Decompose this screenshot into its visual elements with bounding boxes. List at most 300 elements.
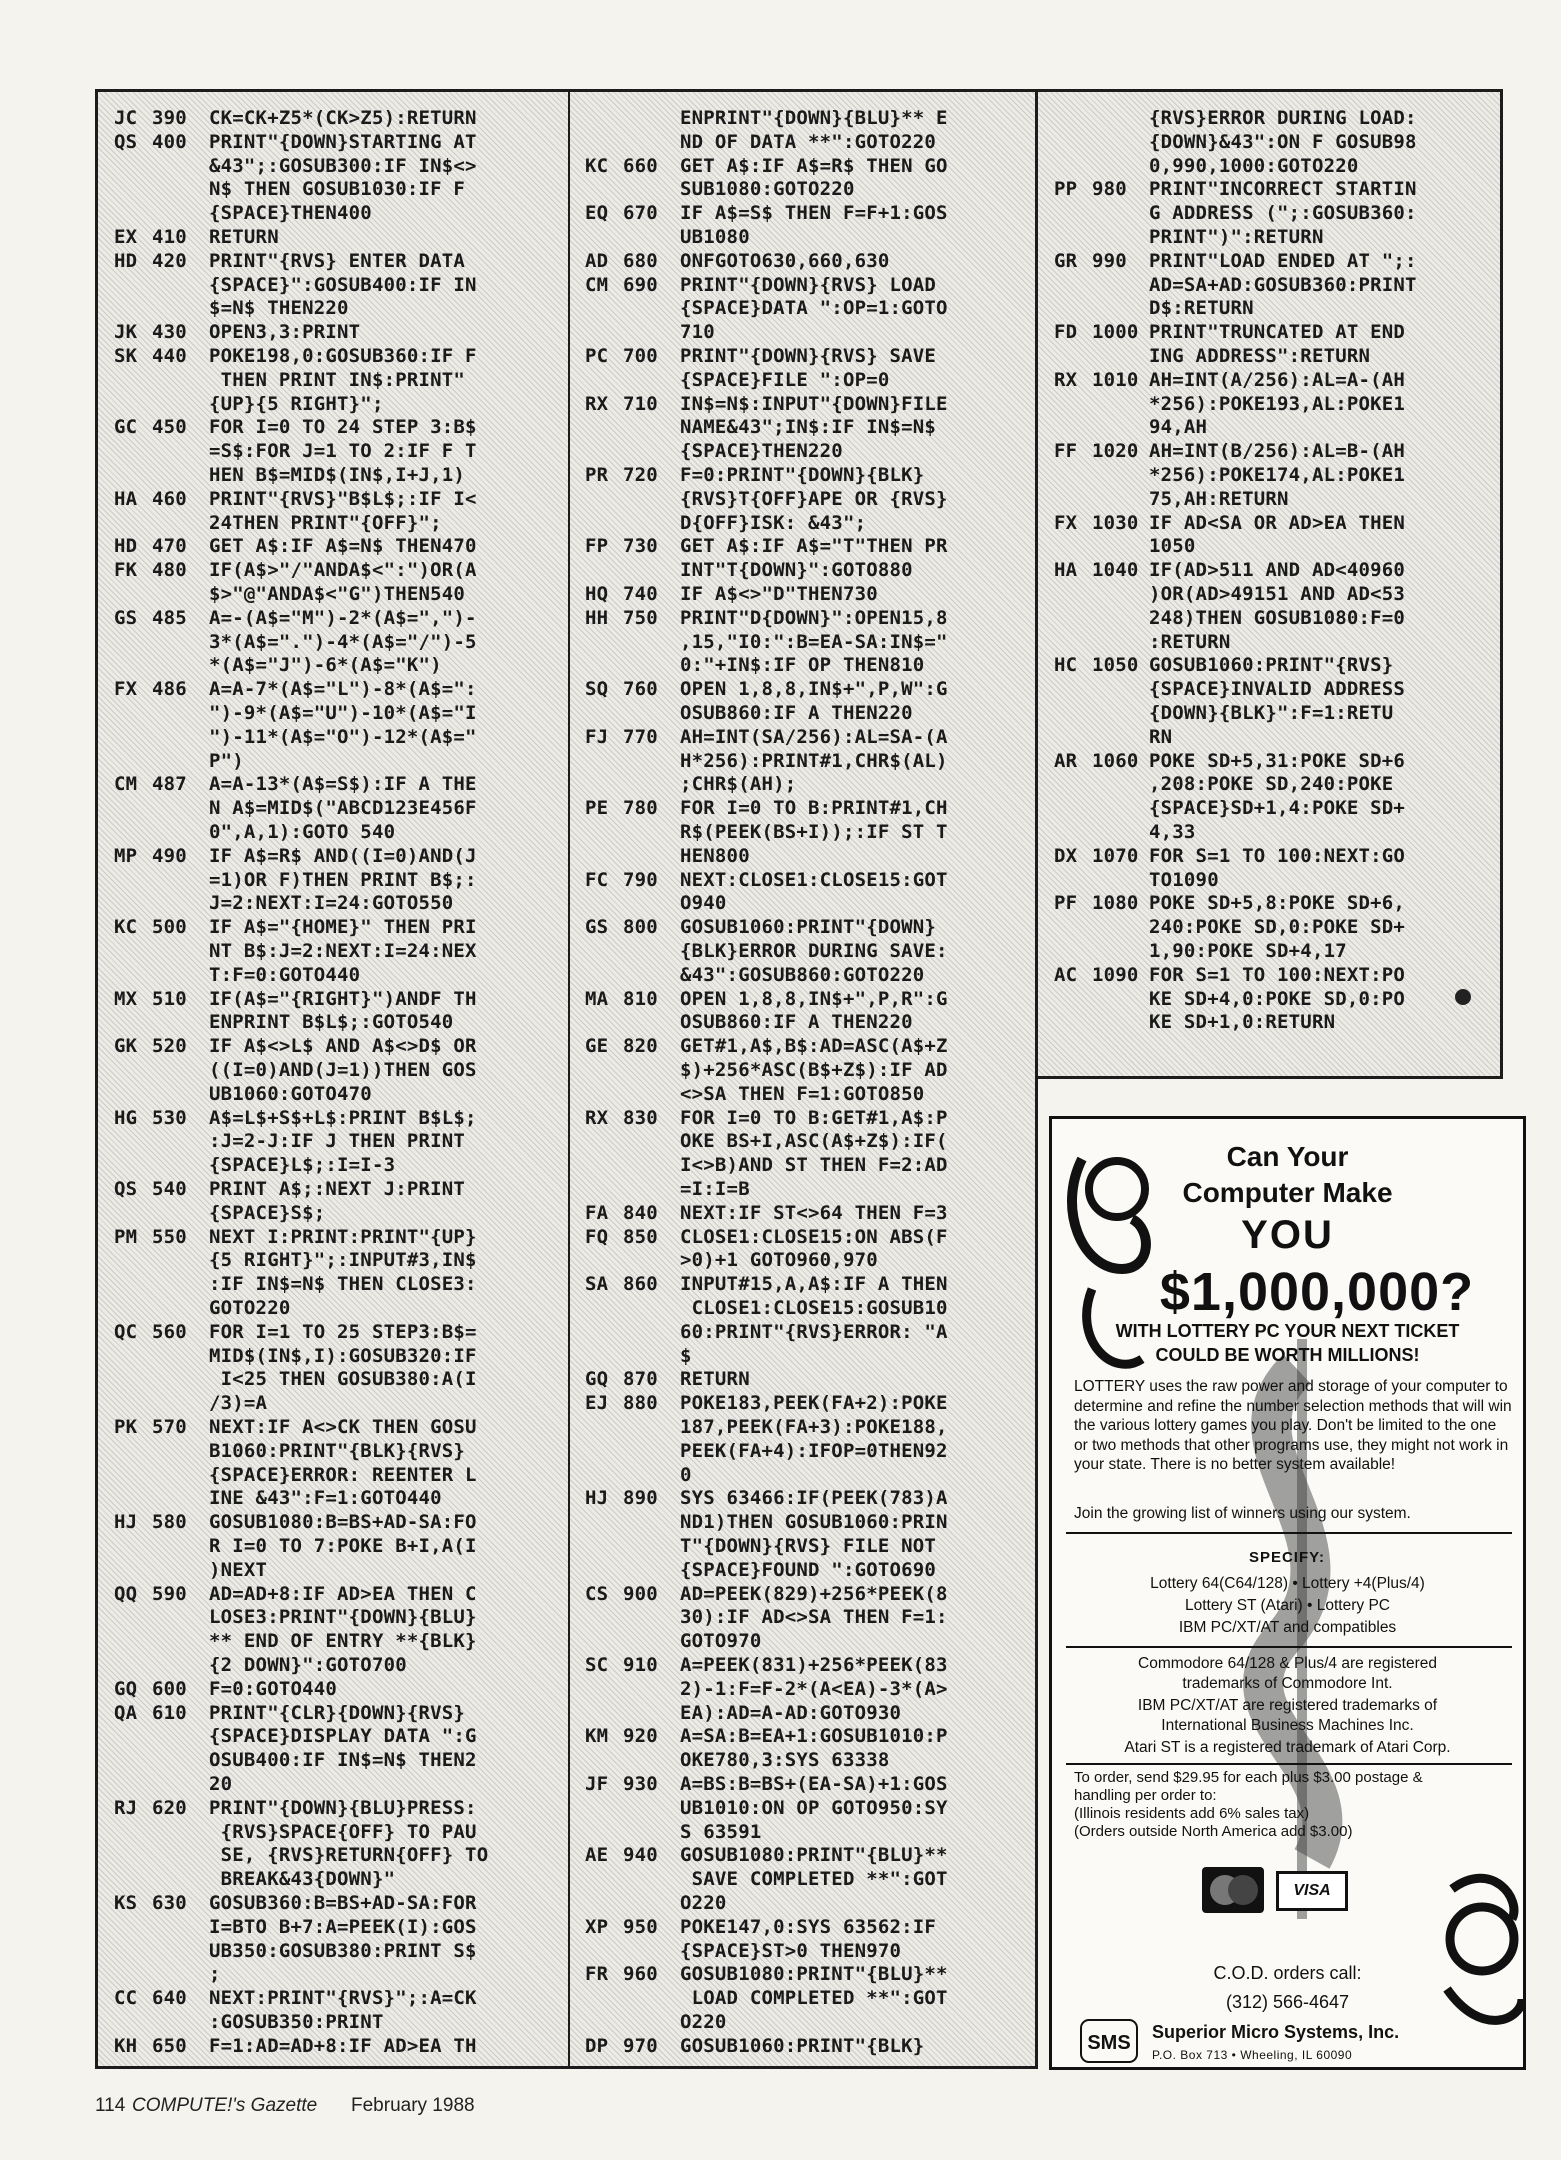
code-text: {SPACE}DISPLAY DATA ":G — [209, 1725, 477, 1748]
checksum-code: EQ — [585, 202, 609, 225]
line-number: 500 — [152, 916, 187, 939]
line-number: 980 — [1092, 178, 1127, 201]
code-text: 240:POKE SD,0:POKE SD+ — [1149, 916, 1406, 939]
code-text: D$:RETURN — [1149, 297, 1254, 320]
checksum-code: HH — [585, 606, 609, 629]
code-text: IF A$<>L$ AND A$<>D$ OR — [209, 1035, 477, 1058]
code-text: {RVS}SPACE{OFF} TO PAU — [209, 1820, 477, 1843]
ad-order-line: To order, send $29.95 for each plus $3.00 postage & — [1074, 1769, 1423, 1786]
code-text: N$ THEN GOSUB1030:IF F — [209, 178, 466, 201]
ad-subheadline: COULD BE WORTH MILLIONS! — [1155, 1345, 1420, 1365]
code-text: >0)+1 GOTO960,970 — [680, 1249, 878, 1272]
code-text: IF A$="{HOME}" THEN PRI — [209, 916, 477, 939]
line-number: 740 — [623, 583, 658, 605]
code-text: {SPACE}ERROR: REENTER L — [209, 1463, 477, 1486]
code-text: {RVS}ERROR DURING LOAD: — [1149, 107, 1417, 129]
code-text: AH=INT(SA/256):AL=SA-(A — [680, 725, 948, 748]
ad-company-name: Superior Micro Systems, Inc. — [1152, 2022, 1400, 2042]
code-text: S 63591 — [680, 1820, 762, 1843]
checksum-code: FA — [585, 1201, 609, 1224]
code-text: {SPACE}":GOSUB400:IF IN — [209, 273, 477, 296]
code-text: GOTO970 — [680, 1630, 762, 1653]
code-text: A=BS:B=BS+(EA-SA)+1:GOS — [680, 1773, 948, 1795]
page-number: 114 — [95, 2095, 126, 2116]
code-text: R$(PEEK(BS+I));:IF ST T — [680, 821, 948, 843]
ad-order-info — [1074, 1769, 1514, 1841]
line-number: 850 — [623, 1225, 658, 1248]
checksum-code: KC — [585, 154, 609, 177]
checksum-code: QC — [114, 1320, 138, 1343]
code-text: PRINT A$;:NEXT J:PRINT — [209, 1178, 466, 1200]
checksum-code: HJ — [114, 1511, 138, 1534]
code-text: GOTO220 — [209, 1297, 291, 1319]
code-text: 2)-1:F=F-2*(A<EA)-3*(A> — [680, 1677, 948, 1700]
code-text: IF AD<SA OR AD>EA THEN — [1149, 511, 1406, 534]
code-text: INE &43":F=1:GOTO440 — [209, 1487, 442, 1510]
code-text: :GOSUB350:PRINT — [209, 2011, 384, 2033]
ad-version-line: IBM PC/XT/AT and compatibles — [1178, 1619, 1397, 1636]
checksum-code: KC — [114, 916, 138, 939]
line-number: 540 — [152, 1178, 187, 1200]
line-number: 1060 — [1092, 749, 1139, 772]
ad-trademark-line: International Business Machines Inc. — [1161, 1717, 1414, 1734]
checksum-code: FF — [1054, 440, 1078, 463]
code-text: A=A-7*(A$="L")-8*(A$=": — [209, 678, 477, 701]
checksum-code: SC — [585, 1654, 609, 1676]
line-number: 690 — [623, 273, 658, 296]
code-text: A=-(A$="M")-2*(A$=",")- — [209, 606, 477, 629]
code-text: IF A$<>"D"THEN730 — [680, 583, 878, 605]
code-text: O940 — [680, 892, 727, 915]
code-text: 0,990,1000:GOTO220 — [1149, 154, 1359, 177]
ad-trademark-line: Atari ST is a registered trademark of Atari Corp. — [1124, 1739, 1451, 1756]
line-number: 530 — [152, 1106, 187, 1129]
line-number: 600 — [152, 1677, 187, 1700]
code-text: T:F=0:GOTO440 — [209, 963, 361, 986]
code-text: 75,AH:RETURN — [1149, 487, 1289, 510]
line-number: 420 — [152, 249, 187, 272]
code-text: 20 — [209, 1773, 233, 1795]
checksum-code: JF — [585, 1773, 609, 1795]
code-text: UB350:GOSUB380:PRINT S$ — [209, 1939, 477, 1962]
code-text: {SPACE}SD+1,4:POKE SD+ — [1149, 797, 1406, 820]
mastercard-logo — [1202, 1867, 1264, 1913]
line-number: 910 — [623, 1654, 658, 1676]
code-text: AD=SA+AD:GOSUB360:PRINT — [1149, 273, 1417, 296]
line-number: 550 — [152, 1225, 187, 1248]
line-number: 487 — [152, 773, 187, 796]
checksum-code: RX — [1054, 368, 1078, 391]
checksum-code: AC — [1054, 963, 1078, 986]
code-text: {SPACE}ST>0 THEN970 — [680, 1939, 902, 1962]
code-text: POKE147,0:SYS 63562:IF — [680, 1915, 937, 1938]
line-number: 970 — [623, 2034, 658, 2057]
line-number: 710 — [623, 392, 658, 415]
checksum-code: GE — [585, 1035, 609, 1058]
checksum-code: JC — [114, 107, 138, 129]
checksum-code: FD — [1054, 321, 1078, 344]
code-text: :J=2-J:IF J THEN PRINT — [209, 1130, 466, 1153]
code-text: PRINT"{RVS} ENTER DATA — [209, 249, 466, 272]
code-text: F=0:GOTO440 — [209, 1677, 338, 1700]
divider — [1066, 1763, 1512, 1765]
checksum-code: PC — [585, 345, 609, 367]
visa-logo — [1276, 1871, 1348, 1911]
code-text: OPEN 1,8,8,IN$+",P,R":G — [680, 987, 948, 1010]
line-number: 650 — [152, 2034, 187, 2057]
line-number: 750 — [623, 606, 658, 629]
code-text: POKE SD+5,8:POKE SD+6, — [1149, 892, 1406, 915]
code-text: 0 — [680, 1463, 692, 1486]
code-text: {SPACE}DATA ":OP=1:GOTO — [680, 297, 948, 320]
line-number: 610 — [152, 1701, 187, 1724]
svg-text:SMS: SMS — [1087, 2032, 1131, 2054]
checksum-code: JK — [114, 321, 138, 344]
line-number: 820 — [623, 1035, 658, 1058]
checksum-code: RX — [585, 1106, 609, 1129]
line-number: 630 — [152, 1892, 187, 1914]
checksum-code: PF — [1054, 892, 1078, 915]
line-number: 460 — [152, 487, 187, 510]
line-number: 450 — [152, 416, 187, 439]
ad-headline-amount: $1,000,000? — [1159, 1262, 1475, 1322]
checksum-code: PK — [114, 1416, 138, 1438]
ad-trademark-line: IBM PC/XT/AT are registered trademarks of — [1137, 1697, 1438, 1714]
line-number: 640 — [152, 1987, 187, 2010]
code-text: POKE183,PEEK(FA+2):POKE — [680, 1392, 948, 1415]
code-text: ,208:POKE SD,240:POKE — [1149, 773, 1394, 796]
code-text: KE SD+1,0:RETURN — [1149, 1011, 1336, 1034]
code-text: ND1)THEN GOSUB1060:PRIN — [680, 1511, 948, 1534]
code-text: 4,33 — [1149, 821, 1196, 843]
code-text: IF A$=S$ THEN F=F+1:GOS — [680, 202, 948, 225]
checksum-code: PR — [585, 464, 609, 486]
checksum-code: FX — [114, 678, 138, 701]
checksum-code: FP — [585, 535, 609, 558]
code-text: {SPACE}S$; — [209, 1201, 326, 1224]
code-text: FOR I=0 TO B:PRINT#1,CH — [680, 797, 948, 820]
divider — [1066, 1646, 1512, 1648]
checksum-code: HJ — [585, 1487, 609, 1510]
code-text: SAVE COMPLETED **":GOT — [680, 1868, 948, 1891]
code-text: PRINT"TRUNCATED AT END — [1149, 321, 1406, 344]
code-text: G ADDRESS (";:GOSUB360: — [1149, 202, 1417, 225]
code-text: IF(AD>511 AND AD<40960 — [1149, 559, 1406, 582]
code-text: {SPACE}THEN220 — [680, 440, 843, 463]
checksum-code: MP — [114, 844, 138, 867]
code-text: $)+256*ASC(B$+Z$):IF AD — [680, 1059, 948, 1081]
code-text: :RETURN — [1149, 630, 1231, 653]
code-text: )OR(AD>49151 AND AD<53 — [1149, 583, 1406, 605]
code-text: SYS 63466:IF(PEEK(783)A — [680, 1487, 948, 1510]
code-text: {SPACE}FILE ":OP=0 — [680, 368, 890, 391]
code-text: LOSE3:PRINT"{DOWN}{BLU} — [209, 1606, 477, 1629]
checksum-code: HQ — [585, 583, 609, 605]
ad-specify-label: SPECIFY: — [1248, 1549, 1326, 1566]
ad-trademark-line: trademarks of Commodore Int. — [1182, 1675, 1393, 1692]
checksum-code: QA — [114, 1701, 138, 1724]
ad-headline: YOU — [1241, 1213, 1334, 1257]
code-text: POKE198,0:GOSUB360:IF F — [209, 345, 477, 367]
checksum-code: GQ — [114, 1677, 138, 1700]
code-text: ")-11*(A$="O")-12*(A$=" — [209, 725, 477, 748]
checksum-code: QS — [114, 1178, 138, 1200]
line-number: 680 — [623, 249, 658, 272]
ad-cod-text: C.O.D. orders call: — [1213, 1963, 1362, 1983]
checksum-code: CM — [585, 273, 609, 296]
code-text: GET#1,A$,B$:AD=ASC(A$+Z — [680, 1035, 948, 1058]
line-number: 1080 — [1092, 892, 1139, 915]
ad-company-address: P.O. Box 713 • Wheeling, IL 60090 — [1152, 2048, 1353, 2062]
code-text: A=A-13*(A$=S$):IF A THE — [209, 773, 477, 796]
code-text: {BLK}ERROR DURING SAVE: — [680, 940, 948, 962]
code-text: INT"T{DOWN}":GOTO880 — [680, 559, 913, 582]
code-text: D{OFF}ISK: &43"; — [680, 511, 867, 534]
code-text: OKE780,3:SYS 63338 — [680, 1749, 890, 1772]
checksum-code: QQ — [114, 1582, 138, 1605]
code-text: ,15,"I0:":B=EA-SA:IN$=" — [680, 630, 948, 653]
code-text: 94,AH — [1149, 416, 1208, 439]
code-text: UB1060:GOTO470 — [209, 1082, 372, 1105]
code-text: PRINT"LOAD ENDED AT ";: — [1149, 249, 1417, 272]
code-text: PRINT"{DOWN}{BLU}PRESS: — [209, 1796, 477, 1819]
code-text: 248)THEN GOSUB1080:F=0 — [1149, 606, 1406, 629]
line-number: 390 — [152, 107, 187, 129]
code-text: GOSUB1060:PRINT"{DOWN} — [680, 916, 937, 939]
ad-join-text: Join the growing list of winners using our system. — [1074, 1505, 1411, 1522]
line-number: 486 — [152, 678, 187, 701]
line-number: 1040 — [1092, 559, 1139, 582]
line-number: 730 — [623, 535, 658, 558]
line-number: 570 — [152, 1416, 187, 1438]
line-number: 620 — [152, 1796, 187, 1819]
line-number: 810 — [623, 987, 658, 1010]
line-number: 700 — [623, 345, 658, 367]
company-logo — [1080, 2019, 1138, 2063]
checksum-code: PE — [585, 797, 609, 820]
checksum-code: AD — [585, 249, 609, 272]
checksum-code: CS — [585, 1582, 609, 1605]
code-text: PRINT"D{DOWN}":OPEN15,8 — [680, 606, 948, 629]
code-text: PRINT"{DOWN}{RVS} LOAD — [680, 273, 937, 296]
line-number: 880 — [623, 1392, 658, 1415]
code-text: HEN B$=MID$(IN$,I+J,1) — [209, 464, 466, 486]
code-text: *256):POKE174,AL:POKE1 — [1149, 464, 1406, 486]
checksum-code: XP — [585, 1915, 609, 1938]
column-divider — [1036, 92, 1038, 1076]
checksum-code: CC — [114, 1987, 138, 2010]
code-text: GET A$:IF A$=R$ THEN GO — [680, 154, 948, 177]
ad-order-line: (Illinois residents add 6% sales tax) — [1074, 1805, 1310, 1822]
code-text: OSUB860:IF A THEN220 — [680, 1011, 913, 1034]
ad-subheadline: WITH LOTTERY PC YOUR NEXT TICKET — [1115, 1321, 1460, 1341]
checksum-code: AE — [585, 1844, 609, 1867]
code-text: NEXT I:PRINT:PRINT"{UP} — [209, 1225, 477, 1248]
code-text: =1)OR F)THEN PRINT B$;: — [209, 868, 477, 891]
code-text: I<>B)AND ST THEN F=2:AD — [680, 1154, 948, 1177]
checksum-code: GR — [1054, 249, 1078, 272]
code-text: CK=CK+Z5*(CK>Z5):RETURN — [209, 107, 477, 129]
code-text: GET A$:IF A$=N$ THEN470 — [209, 535, 477, 558]
visa-label: VISA — [1293, 1882, 1331, 1899]
code-text: OSUB400:IF IN$=N$ THEN2 — [209, 1749, 477, 1772]
code-text: A=SA:B=EA+1:GOSUB1010:P — [680, 1725, 948, 1748]
checksum-code: GQ — [585, 1368, 609, 1391]
code-text: I=BTO B+7:A=PEEK(I):GOS — [209, 1915, 477, 1938]
code-text: NEXT:CLOSE1:CLOSE15:GOT — [680, 868, 948, 891]
line-number: 770 — [623, 725, 658, 748]
code-text: /3)=A — [209, 1392, 268, 1415]
line-number: 1050 — [1092, 654, 1139, 677]
line-number: 590 — [152, 1582, 187, 1605]
code-text: {SPACE}L$;:I=I-3 — [209, 1154, 396, 1177]
checksum-code: HA — [1054, 559, 1078, 582]
code-text: SE, {RVS}RETURN{OFF} TO — [209, 1844, 489, 1867]
code-text: 187,PEEK(FA+3):POKE188, — [680, 1416, 948, 1438]
code-text: {RVS}T{OFF}APE OR {RVS} — [680, 487, 948, 510]
code-text: PRINT"INCORRECT STARTIN — [1149, 178, 1417, 201]
line-number: 860 — [623, 1273, 658, 1296]
code-text: N A$=MID$("ABCD123E456F — [209, 797, 477, 820]
code-text: GOSUB1060:PRINT"{BLK} — [680, 2034, 925, 2057]
line-number: 580 — [152, 1511, 187, 1534]
checksum-code: MX — [114, 987, 138, 1010]
code-text: B1060:PRINT"{BLK}{RVS} — [209, 1439, 466, 1462]
code-text: =S$:FOR J=1 TO 2:IF F T — [209, 440, 477, 463]
code-text: OSUB860:IF A THEN220 — [680, 702, 913, 724]
code-text: *256):POKE193,AL:POKE1 — [1149, 392, 1406, 415]
code-text: $ — [680, 1344, 692, 1367]
ad-headline: Can Your — [1226, 1141, 1349, 1172]
checksum-code: SA — [585, 1273, 609, 1296]
line-number: 410 — [152, 226, 187, 248]
checksum-code: FJ — [585, 725, 609, 748]
code-text: 60:PRINT"{RVS}ERROR: "A — [680, 1320, 948, 1343]
publication-name: COMPUTE!'s Gazette — [132, 2095, 318, 2116]
code-text: IF(A$>"/"ANDA$<":")OR(A — [209, 559, 477, 582]
code-text: ((I=0)AND(J=1))THEN GOS — [209, 1059, 477, 1081]
code-text: 30):IF AD<>SA THEN F=1: — [680, 1606, 948, 1629]
code-text: {SPACE}INVALID ADDRESS — [1149, 678, 1406, 701]
checksum-code: FQ — [585, 1225, 609, 1248]
divider — [1066, 1532, 1512, 1534]
line-number: 510 — [152, 987, 187, 1010]
checksum-code: PP — [1054, 178, 1078, 201]
code-text: NT B$:J=2:NEXT:I=24:NEX — [209, 940, 477, 962]
code-text: )NEXT — [209, 1558, 268, 1581]
code-text: INPUT#15,A,A$:IF A THEN — [680, 1273, 948, 1296]
code-text: ")-9*(A$="U")-10*(A$="I — [209, 702, 477, 724]
line-number: 790 — [623, 868, 658, 891]
code-text: 1,90:POKE SD+4,17 — [1149, 940, 1347, 962]
code-text: NEXT:IF ST<>64 THEN F=3 — [680, 1201, 948, 1224]
code-text: F=1:AD=AD+8:IF AD>EA TH — [209, 2034, 477, 2057]
code-text: CLOSE1:CLOSE15:ON ABS(F — [680, 1225, 948, 1248]
code-text: FOR I=0 TO B:GET#1,A$:P — [680, 1106, 948, 1129]
code-text: FOR I=1 TO 25 STEP3:B$= — [209, 1320, 477, 1343]
ad-phone-number: (312) 566-4647 — [1225, 1992, 1350, 2012]
lottery-advertisement — [1049, 1116, 1526, 2070]
code-text: IF(A$="{RIGHT}")ANDF TH — [209, 987, 477, 1010]
checksum-code: EJ — [585, 1392, 609, 1415]
checksum-code: DP — [585, 2034, 609, 2057]
line-number: 960 — [623, 1963, 658, 1986]
code-text: &43":GOSUB860:GOTO220 — [680, 963, 925, 986]
code-text: :IF IN$=N$ THEN CLOSE3: — [209, 1273, 477, 1296]
code-text: ONFGOTO630,660,630 — [680, 249, 890, 272]
line-number: 1020 — [1092, 440, 1139, 463]
code-text: AD=PEEK(829)+256*PEEK(8 — [680, 1582, 948, 1605]
line-number: 440 — [152, 345, 187, 367]
line-number: 1030 — [1092, 511, 1139, 534]
code-text: O220 — [680, 1892, 727, 1914]
checksum-code: GS — [114, 606, 138, 629]
line-number: 560 — [152, 1320, 187, 1343]
checksum-code: FK — [114, 559, 138, 582]
ad-trademark-line: Commodore 64/128 & Plus/4 are registered — [1138, 1655, 1437, 1672]
code-text: &43";:GOSUB300:IF IN$<> — [209, 154, 477, 177]
checksum-code: MA — [585, 987, 609, 1010]
code-text: $>"@"ANDA$<"G")THEN540 — [209, 583, 466, 605]
line-number: 930 — [623, 1773, 658, 1795]
code-text: AD=AD+8:IF AD>EA THEN C — [209, 1582, 477, 1605]
code-text: ENPRINT"{DOWN}{BLU}** E — [680, 107, 948, 129]
line-number: 760 — [623, 678, 658, 701]
checksum-code: RX — [585, 392, 609, 415]
checksum-code: SK — [114, 345, 138, 367]
line-number: 1090 — [1092, 963, 1139, 986]
ad-version-line: Lottery ST (Atari) • Lottery PC — [1185, 1597, 1390, 1614]
code-text: H*256):PRINT#1,CHR$(AL) — [680, 749, 948, 772]
code-text: HEN800 — [680, 844, 750, 867]
line-number: 840 — [623, 1201, 658, 1224]
line-number: 480 — [152, 559, 187, 582]
code-text: NEXT:PRINT"{RVS}";:A=CK — [209, 1987, 477, 2010]
checksum-code: EX — [114, 226, 138, 248]
code-text: {SPACE}FOUND ":GOTO690 — [680, 1558, 937, 1581]
line-number: 720 — [623, 464, 658, 486]
checksum-code: HA — [114, 487, 138, 510]
checksum-code: FR — [585, 1963, 609, 1986]
end-of-listing-mark — [1455, 989, 1471, 1005]
code-text: CLOSE1:CLOSE15:GOSUB10 — [680, 1297, 948, 1319]
checksum-code: KM — [585, 1725, 609, 1748]
code-text: NAME&43";IN$:IF IN$=N$ — [680, 416, 937, 439]
checksum-code: GC — [114, 416, 138, 439]
code-text: GOSUB1080:PRINT"{BLU}** — [680, 1963, 948, 1986]
code-text: GOSUB1060:PRINT"{RVS} — [1149, 654, 1394, 677]
ad-order-line: (Orders outside North America add $3.00) — [1074, 1823, 1353, 1840]
checksum-code: HD — [114, 535, 138, 558]
code-text: BREAK&43{DOWN}" — [209, 1868, 396, 1891]
code-text: GOSUB1080:PRINT"{BLU}** — [680, 1844, 948, 1867]
checksum-code: CM — [114, 773, 138, 796]
code-text: PRINT"{DOWN}{RVS} SAVE — [680, 345, 937, 367]
code-text: 0:"+IN$:IF OP THEN810 — [680, 654, 925, 677]
code-text: NEXT:IF A<>CK THEN GOSU — [209, 1416, 477, 1438]
code-text: THEN PRINT IN$:PRINT" — [209, 368, 466, 391]
code-text: OKE BS+I,ASC(A$+Z$):IF( — [680, 1130, 948, 1153]
code-text: LOAD COMPLETED **":GOT — [680, 1987, 948, 2010]
checksum-code: HG — [114, 1106, 138, 1129]
line-number: 890 — [623, 1487, 658, 1510]
code-text: {DOWN}&43":ON F GOSUB98 — [1149, 130, 1417, 153]
line-number: 1070 — [1092, 844, 1139, 867]
code-text: IF A$=R$ AND((I=0)AND(J — [209, 844, 477, 867]
code-text: PRINT")":RETURN — [1149, 226, 1324, 248]
ad-order-line: handling per order to: — [1074, 1787, 1217, 1804]
code-text: KE SD+4,0:POKE SD,0:PO — [1149, 987, 1406, 1010]
